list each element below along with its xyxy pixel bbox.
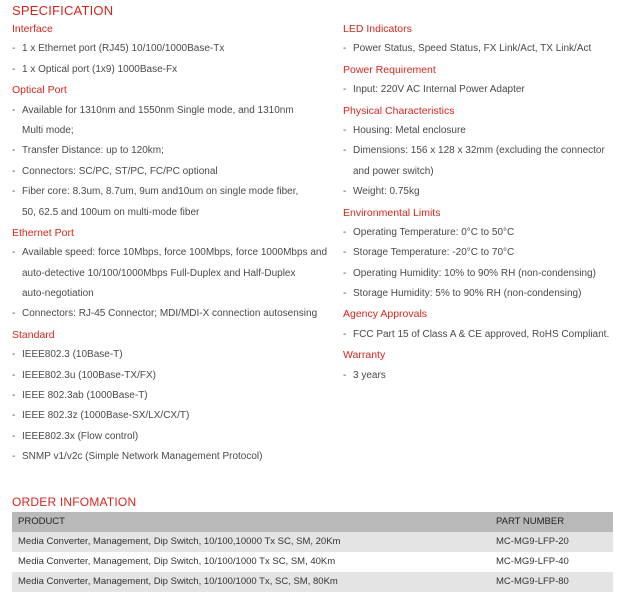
section-heading: Agency Approvals xyxy=(343,308,428,321)
bullet-dash-icon: - xyxy=(343,186,347,198)
spec-item xyxy=(343,284,623,304)
spec-item xyxy=(12,141,337,161)
bullet-dash-icon: - xyxy=(12,430,16,442)
spec-item xyxy=(343,243,623,263)
spec-item xyxy=(343,366,623,386)
spec-item xyxy=(12,162,337,182)
spec-item xyxy=(12,386,337,406)
part-number-cell: MC-MG9-LFP-20 xyxy=(496,536,569,547)
table-row xyxy=(12,572,613,592)
spec-item-text: Available speed: force 10Mbps, force 100Mbps, force 1000Mbps and xyxy=(22,247,327,259)
bullet-dash-icon: - xyxy=(343,267,347,279)
spec-item-text: IEEE 802.3z (1000Base-SX/LX/CX/T) xyxy=(22,410,190,422)
section-heading: Ethernet Port xyxy=(12,226,74,239)
bullet-dash-icon: - xyxy=(343,288,347,300)
spec-item-text: IEEE802.3u (100Base-TX/FX) xyxy=(22,369,156,381)
spec-item xyxy=(12,406,337,426)
spec-item xyxy=(343,223,623,243)
spec-item xyxy=(343,80,623,100)
spec-item xyxy=(12,182,337,202)
bullet-dash-icon: - xyxy=(12,63,16,75)
section-heading: Physical Characteristics xyxy=(343,104,455,117)
spec-item-text: Available for 1310nm and 1550nm Single mode, and 1310nm xyxy=(22,104,294,116)
table-row xyxy=(12,532,613,552)
order-table xyxy=(12,512,613,592)
part-number-cell: MC-MG9-LFP-80 xyxy=(496,576,569,587)
spec-item xyxy=(12,304,337,324)
bullet-dash-icon: - xyxy=(343,247,347,259)
bullet-dash-icon: - xyxy=(12,145,16,157)
spec-item-text: 1 x Ethernet port (RJ45) 10/100/1000Base-Tx xyxy=(22,43,225,55)
bullet-dash-icon: - xyxy=(12,186,16,198)
product-cell: Media Converter, Management, Dip Switch, 10/100,10000 Tx SC, SM, 20Km xyxy=(18,536,341,547)
spec-item-text: IEEE802.3x (Flow control) xyxy=(22,430,139,442)
spec-item-text: IEEE802.3 (10Base-T) xyxy=(22,349,123,361)
section-heading: Interface xyxy=(12,23,53,35)
spec-item-text: Storage Temperature: -20°C to 70°C xyxy=(353,247,515,259)
spec-item-text: Weight: 0.75kg xyxy=(353,186,420,198)
section-heading: Warranty xyxy=(343,349,386,362)
part-number-cell: MC-MG9-LFP-40 xyxy=(496,556,569,567)
spec-item-text: 1 x Optical port (1x9) 1000Base-Fx xyxy=(22,63,178,75)
bullet-dash-icon: - xyxy=(343,124,347,136)
product-column-header: PRODUCT xyxy=(18,516,65,527)
spec-item xyxy=(343,141,623,161)
bullet-dash-icon: - xyxy=(343,328,347,340)
spec-item xyxy=(12,243,337,263)
bullet-dash-icon: - xyxy=(12,390,16,402)
bullet-dash-icon: - xyxy=(12,104,16,116)
spec-item-text: FCC Part 15 of Class A & CE approved, RoHS Compliant. xyxy=(353,328,610,340)
spec-item-text: IEEE 802.3ab (1000Base-T) xyxy=(22,390,148,402)
section-heading: Optical Port xyxy=(12,84,67,97)
bullet-dash-icon: - xyxy=(12,43,16,55)
bullet-dash-icon: - xyxy=(343,369,347,381)
bullet-dash-icon: - xyxy=(12,410,16,422)
spec-item xyxy=(343,325,623,345)
section-heading: LED Indicators xyxy=(343,23,412,35)
bullet-dash-icon: - xyxy=(12,369,16,381)
spec-item-continuation: and power switch) xyxy=(353,165,434,177)
bullet-dash-icon: - xyxy=(12,247,16,259)
spec-item-text: Operating Temperature: 0°C to 50°C xyxy=(353,226,515,238)
bullet-dash-icon: - xyxy=(12,451,16,463)
product-cell: Media Converter, Management, Dip Switch, 10/100/1000 Tx, SC, SM, 80Km xyxy=(18,576,338,587)
spec-item xyxy=(12,427,337,447)
product-cell: Media Converter, Management, Dip Switch, 10/100/1000 Tx SC, SM, 40Km xyxy=(18,556,336,567)
spec-item-text: Power Status, Speed Status, FX Link/Act, TX Link/Act xyxy=(353,43,592,55)
spec-item xyxy=(12,447,337,467)
bullet-dash-icon: - xyxy=(12,349,16,361)
spec-item-text: Connectors: RJ-45 Connector; MDI/MDI-X connection autosensing xyxy=(22,308,318,320)
section-heading: Power Requirement xyxy=(343,63,436,76)
spec-item xyxy=(12,366,337,386)
spec-item xyxy=(12,60,337,80)
spec-item-continuation: auto-detective 10/100/1000Mbps Full-Duplex and Half-Duplex xyxy=(22,267,296,279)
bullet-dash-icon: - xyxy=(343,43,347,55)
spec-item-text: Fiber core: 8.3um, 8.7um, 9um and10um on single mode fiber, xyxy=(22,186,299,198)
spec-item-continuation: auto-negotiation xyxy=(22,288,94,300)
section-heading: Environmental Limits xyxy=(343,206,441,219)
spec-item xyxy=(343,182,623,202)
spec-item xyxy=(12,39,337,59)
spec-item-text: Dimensions: 156 x 128 x 32mm (excluding the connector xyxy=(353,145,605,157)
bullet-dash-icon: - xyxy=(12,308,16,320)
spec-item-text: Storage Humidity: 5% to 90% RH (non-condensing) xyxy=(353,288,582,300)
spec-item-continuation: 50, 62.5 and 100um on multi-mode fiber xyxy=(22,206,200,218)
section-heading: Standard xyxy=(12,328,55,341)
bullet-dash-icon: - xyxy=(343,226,347,238)
spec-item-text: SNMP v1/v2c (Simple Network Management Protocol) xyxy=(22,451,263,463)
spec-item xyxy=(343,121,623,141)
bullet-dash-icon: - xyxy=(343,145,347,157)
spec-item xyxy=(12,101,337,121)
bullet-dash-icon: - xyxy=(343,84,347,96)
table-row xyxy=(12,552,613,572)
spec-item-continuation: Multi mode; xyxy=(22,124,74,136)
spec-item xyxy=(343,39,623,59)
spec-item-text: Connectors: SC/PC, ST/PC, FC/PC optional xyxy=(22,165,218,177)
bullet-dash-icon: - xyxy=(12,165,16,177)
spec-item-text: Transfer Distance: up to 120km; xyxy=(22,145,164,157)
specification-title: SPECIFICATION xyxy=(12,3,114,18)
spec-item xyxy=(12,345,337,365)
spec-item xyxy=(343,264,623,284)
spec-item-text: Input: 220V AC Internal Power Adapter xyxy=(353,84,525,96)
spec-item-text: 3 years xyxy=(353,369,386,381)
spec-item-text: Operating Humidity: 10% to 90% RH (non-condensing) xyxy=(353,267,596,279)
order-table-header xyxy=(12,512,613,532)
order-information-title: ORDER INFOMATION xyxy=(12,495,137,509)
spec-left-column xyxy=(12,19,337,468)
spec-right-column xyxy=(343,19,623,386)
spec-item-text: Housing: Metal enclosure xyxy=(353,124,466,136)
part-number-column-header: PART NUMBER xyxy=(496,516,565,527)
